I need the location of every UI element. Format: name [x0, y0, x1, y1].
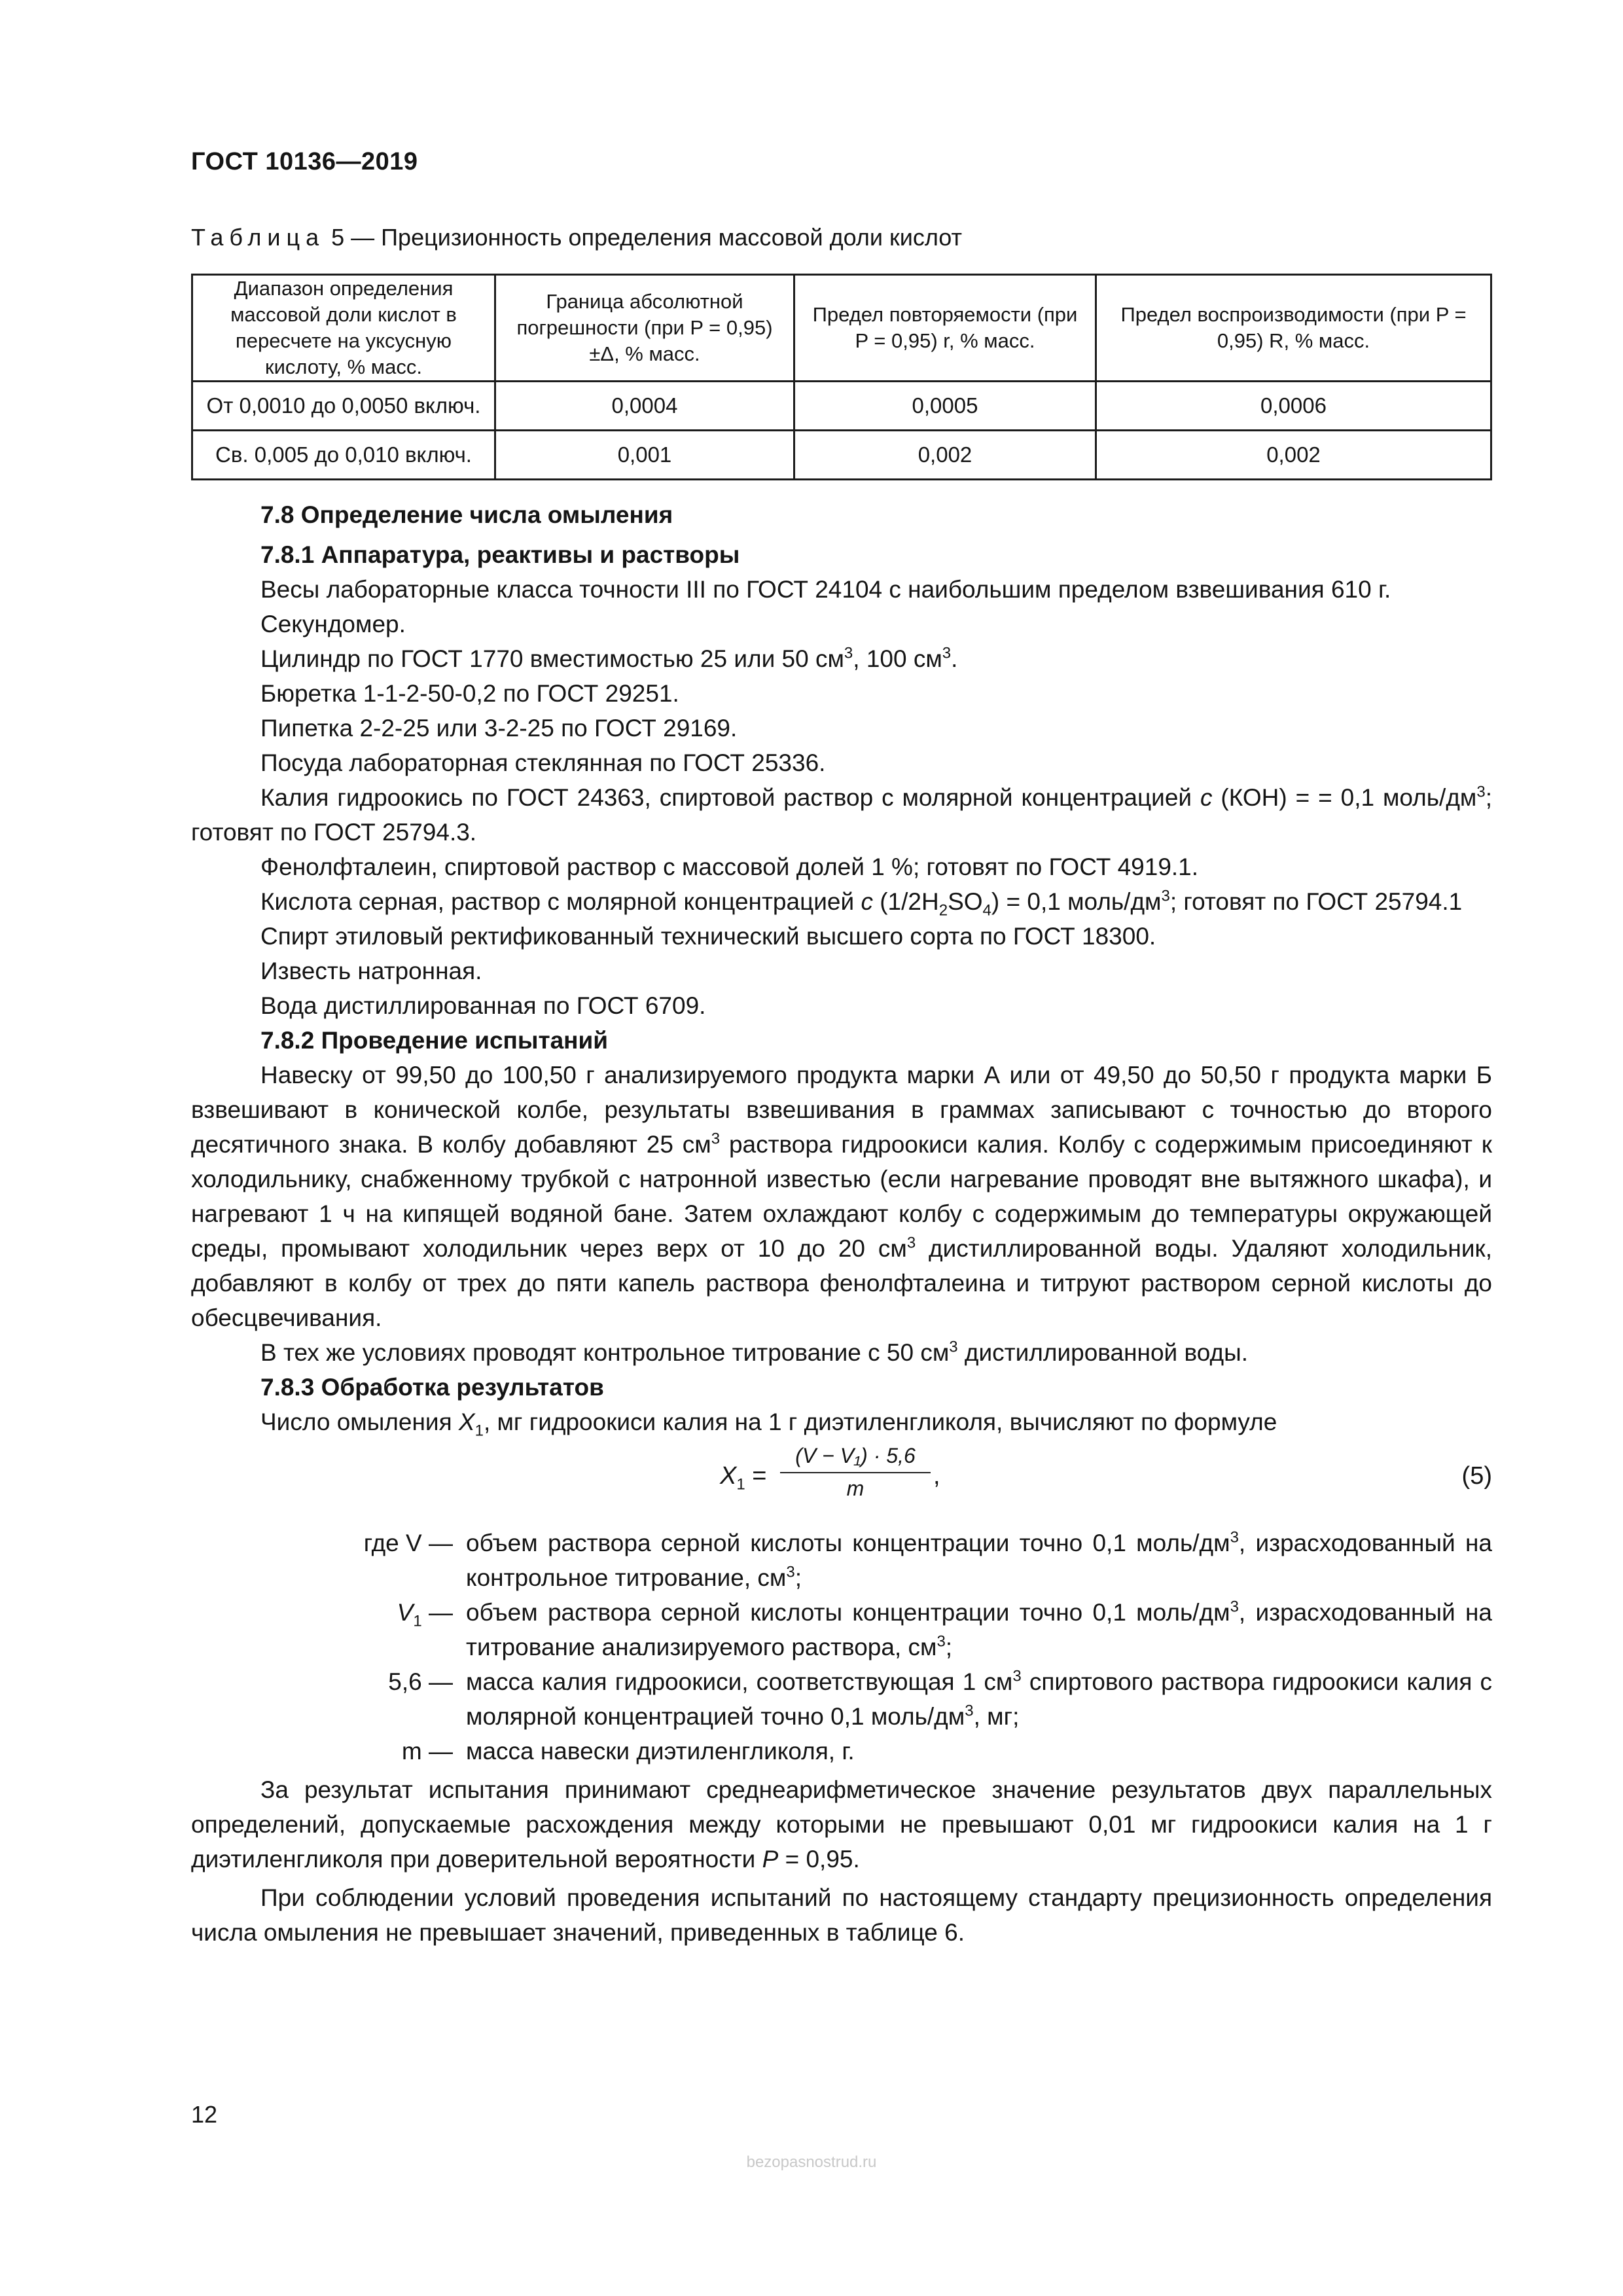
table-cell: 0,0004 [495, 382, 794, 431]
brand-watermark: bezopasnostrud.ru [746, 2153, 877, 2171]
header-range: Диапазон определения массовой доли кислот в пересчете на уксусную кислоту, % масс. [192, 275, 495, 382]
subscript: 1 [413, 1612, 422, 1630]
item-koh [191, 780, 1492, 850]
definition-symbol: 5,6 — [388, 1668, 453, 1695]
result-text-2: = 0,95. [778, 1846, 860, 1873]
table-cell: От 0,0010 до 0,0050 включ. [192, 382, 495, 431]
formula-lhs-symbol: X [720, 1462, 737, 1490]
formula-number: (5) [1461, 1462, 1492, 1490]
formula-numerator: (V − V₁) · 5,6 [780, 1442, 931, 1473]
definition-text: объем раствора серной кислоты концентрации точно 0,1 моль/дм [466, 1530, 1230, 1556]
precision-note: При соблюдении условий проведения испытаний по настоящему стандарту прецизионность определения числа омыления не превышает значений, приведенных в таблице 6. [191, 1884, 1492, 1946]
table-header-row [192, 275, 1491, 382]
item-glassware: Посуда лабораторная стеклянная по ГОСТ 25336. [260, 749, 826, 776]
definition-text: ; [794, 1564, 802, 1591]
subscript: 1 [474, 1422, 484, 1440]
item-water: Вода дистиллированная по ГОСТ 6709. [260, 992, 706, 1019]
superscript: 3 [1012, 1667, 1022, 1685]
superscript: 3 [711, 1130, 721, 1148]
superscript: 3 [786, 1563, 795, 1581]
subscript: 2 [938, 901, 948, 920]
superscript: 3 [949, 1338, 958, 1356]
symbol-c: c [1200, 784, 1213, 811]
control-text: В тех же условиях проводят контрольное титрование с 50 см [260, 1339, 950, 1366]
dash: — [421, 1599, 453, 1626]
definition-v [191, 1526, 1492, 1595]
superscript: 3 [965, 1702, 974, 1720]
section-body [191, 497, 1492, 1950]
calc-intro [191, 1405, 1492, 1439]
procedure-text-3: дистиллированной воды. Удаляют холодильник, добавляют в колбу от трех до пяти капель раствора фенолфталеина и титруют раствором серной кислоты до обесцвечивания. [191, 1235, 1492, 1331]
definition-symbol: где V — [363, 1530, 453, 1556]
superscript: 3 [1476, 783, 1486, 801]
superscript: 3 [942, 644, 952, 662]
item-soda-lime: Известь натронная. [260, 958, 482, 984]
procedure-paragraph [191, 1058, 1492, 1335]
acid-text-5: ; готовят по ГОСТ 25794.1 [1169, 888, 1463, 915]
result-text: За результат испытания принимают среднеарифметическое значение результатов двух параллельных определений, допускаемые расхождения между которыми не превышают 0,01 мг гидроокиси калия на 1 г диэтиленгликоля при доверительной вероятности [191, 1776, 1492, 1873]
symbol-x: X [458, 1408, 475, 1435]
table-cell: 0,001 [495, 431, 794, 480]
table-cell: 0,0006 [1096, 382, 1491, 431]
definition-constant [191, 1664, 1492, 1734]
cylinder-text: Цилиндр по ГОСТ 1770 вместимостью 25 или 50 см [260, 645, 844, 672]
koh-text: Калия гидроокись по ГОСТ 24363, спиртовой раствор с молярной концентрацией [260, 784, 1200, 811]
page-number: 12 [191, 2101, 218, 2128]
definition-text: , израсходованный на контрольное титрование, см [466, 1530, 1492, 1591]
symbol-p: P [762, 1846, 779, 1873]
symbol-c: c [861, 888, 873, 915]
procedure-text-2: раствора гидроокиси калия. Колбу с содержимым присоединяют к холодильнику, снабженному трубкой с натронной известью (если нагревание проводят вне вытяжного шкафа), и нагревают 1 ч на кипящей водяной бане. Затем охлаждают колбу с содержимым до температуры окружающей среды, промывают холодильник через верх от 10 до 20 см [191, 1131, 1492, 1262]
table-caption-word: Таблица [191, 224, 325, 251]
definition-text: масса навески диэтиленгликоля, г. [466, 1738, 855, 1765]
formula-fraction [780, 1442, 931, 1503]
table-row [192, 431, 1491, 480]
acid-text-4: ) = 0,1 моль/дм [991, 888, 1162, 915]
calc-text-2: , мг гидроокиси калия на 1 г диэтиленгликоля, вычисляют по формуле [483, 1408, 1277, 1435]
control-titration [191, 1335, 1492, 1370]
subscript: 1 [736, 1475, 745, 1494]
definition-text: , мг; [973, 1703, 1020, 1730]
definition-symbol: m — [401, 1738, 453, 1765]
acid-text-3: SO [948, 888, 983, 915]
definition-v1 [191, 1595, 1492, 1664]
definition-m [191, 1734, 1492, 1768]
procedure-text: Навеску от 99,50 до 100,50 г анализируемого продукта марки А или от 49,50 до 50,50 г продукта марки Б взвешивают в конической колбе, результаты взвешивания в граммах записывают с точностью до второго десятичного знака. В колбу добавляют 25 см [191, 1062, 1492, 1158]
header-reproducibility: Предел воспроизводимости (при P = 0,95) R, % масс. [1096, 275, 1491, 382]
table-cell: Св. 0,005 до 0,010 включ. [192, 431, 495, 480]
superscript: 3 [1230, 1598, 1239, 1616]
table-caption-text: 5 — Прецизионность определения массовой доли кислот [325, 224, 963, 251]
section-heading-7-8-1: 7.8.1 Аппаратура, реактивы и растворы [260, 541, 740, 568]
superscript: 3 [906, 1234, 916, 1252]
koh-text-2: (КОН) = = 0,1 моль/дм [1212, 784, 1477, 811]
definition-text: , израсходованный на титрование анализируемого раствора, см [466, 1599, 1492, 1660]
item-spirit: Спирт этиловый ректификованный технический высшего сорта по ГОСТ 18300. [260, 923, 1156, 950]
table-cell: 0,0005 [794, 382, 1096, 431]
superscript: 3 [844, 644, 853, 662]
cylinder-text-2: , 100 см [853, 645, 942, 672]
formula-lhs [720, 1459, 766, 1494]
formula-comma: , [933, 1462, 940, 1490]
superscript: 3 [1230, 1528, 1239, 1547]
item-stopwatch: Секундомер. [260, 611, 406, 637]
section-heading-7-8-2: 7.8.2 Проведение испытаний [260, 1027, 609, 1054]
calc-text: Число омыления [260, 1408, 459, 1435]
item-phenolphthalein: Фенолфталеин, спиртовой раствор с массовой долей 1 %; готовят по ГОСТ 4919.1. [260, 853, 1199, 880]
where-definitions [191, 1526, 1492, 1768]
acid-text-2: (1/2H [872, 888, 939, 915]
definition-text: масса калия гидроокиси, соответствующая 1 см [466, 1668, 1013, 1695]
section-heading-7-8: 7.8 Определение числа омыления [260, 501, 673, 528]
control-text-2: дистиллированной воды. [957, 1339, 1248, 1366]
symbol-v: V [397, 1599, 414, 1626]
item-pipette: Пипетка 2-2-25 или 3-2-25 по ГОСТ 29169. [260, 715, 738, 742]
header-error-bound: Граница абсолютной погрешности (при P = 0,95) ±Δ, % масс. [495, 275, 794, 382]
superscript: 3 [1161, 887, 1170, 905]
header-repeatability: Предел повторяемости (при P = 0,95) r, % масс. [794, 275, 1096, 382]
table-cell: 0,002 [1096, 431, 1491, 480]
item-scales: Весы лабораторные класса точности III по ГОСТ 24104 с наибольшим пределом взвешивания 610 г. [260, 576, 1391, 603]
precision-table [191, 274, 1492, 480]
result-paragraph [191, 1772, 1492, 1876]
definition-text: ; [945, 1634, 953, 1660]
item-cylinder: Цилиндр по ГОСТ 1770 вместимостью 25 или 50 $см^3$, 100 $см^3$. [260, 644, 958, 672]
superscript: 3 [936, 1632, 946, 1651]
table-row [192, 382, 1491, 431]
document-id: ГОСТ 10136—2019 [191, 148, 418, 175]
definition-symbol [191, 1595, 453, 1630]
subscript: 4 [982, 901, 991, 920]
definition-text: спиртового раствора гидроокиси калия с молярной концентрацией точно 0,1 моль/дм [466, 1668, 1492, 1730]
item-burette: Бюретка 1-1-2-50-0,2 по ГОСТ 29251. [260, 680, 679, 707]
koh-text-3: ; готовят по ГОСТ 25794.3. [191, 784, 1492, 846]
table-cell: 0,002 [794, 431, 1096, 480]
section-heading-7-8-3: 7.8.3 Обработка результатов [260, 1374, 604, 1401]
definition-text: объем раствора серной кислоты концентрации точно 0,1 моль/дм [466, 1599, 1230, 1626]
table-caption [191, 224, 962, 251]
formula-denominator: m [846, 1477, 865, 1500]
acid-text: Кислота серная, раствор с молярной концентрацией [260, 888, 861, 915]
item-sulfuric-acid [191, 884, 1492, 919]
formula-5 [191, 1442, 1492, 1523]
formula-equals: = [752, 1462, 767, 1490]
